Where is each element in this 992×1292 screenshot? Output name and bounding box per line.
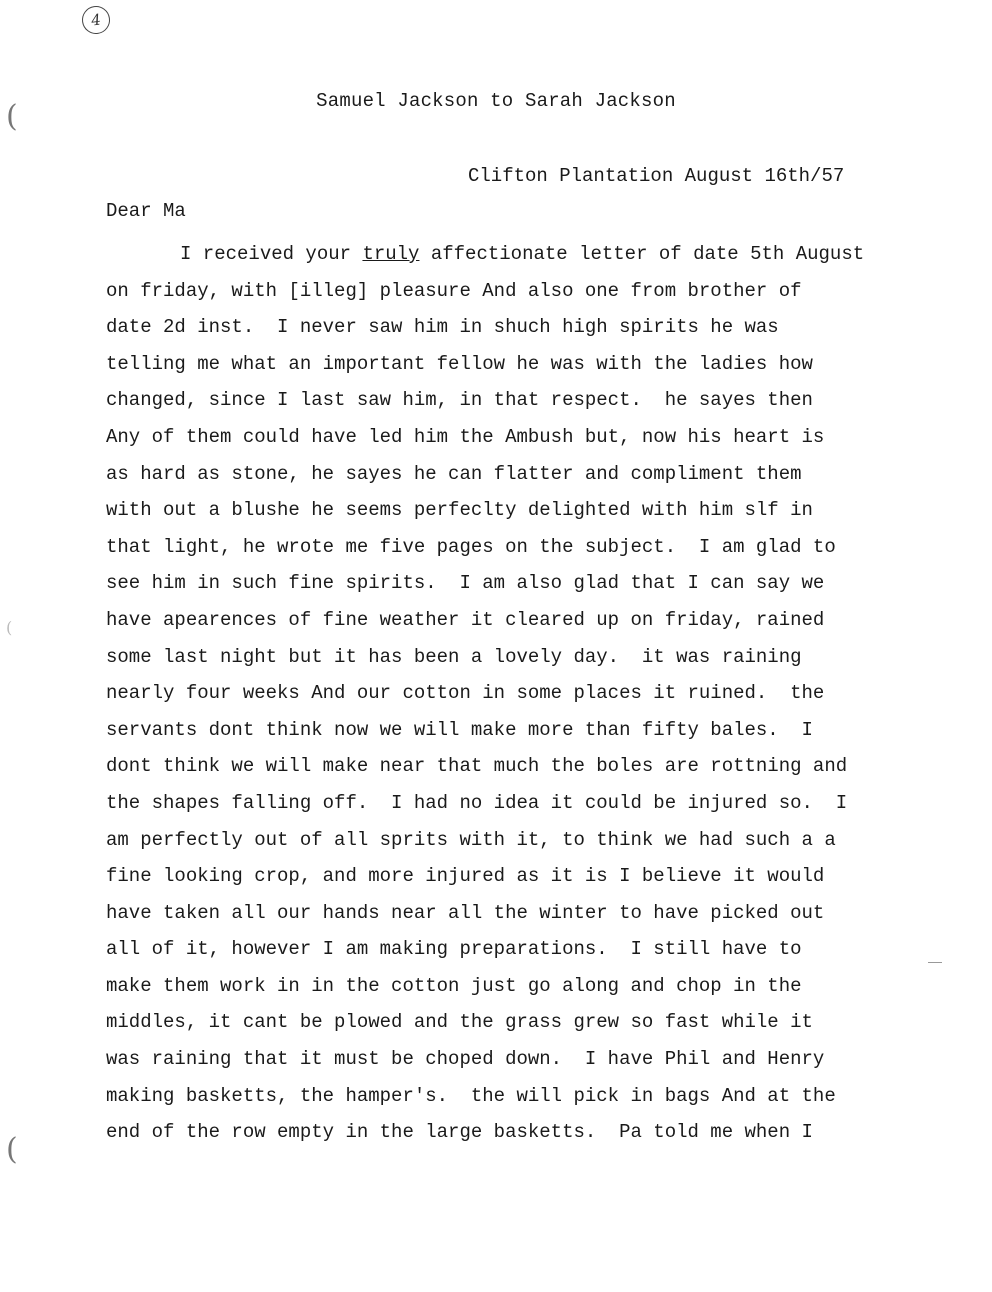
letter-salutation: Dear Ma [106,200,186,222]
body-line: have apearences of fine weather it cleared up on friday, rained [106,608,825,631]
body-line: see him in such fine spirits. I am also glad that I can say we [106,572,825,595]
margin-faint-mark: ( [6,618,13,637]
margin-bracket-mark: ( [6,1132,18,1167]
margin-dash-mark [928,962,942,963]
underlined-word: truly [362,243,420,265]
body-line: all of it, however I am making preparations. I still have to [106,938,802,961]
body-line: fine looking crop, and more injured as it is I believe it would [106,865,825,888]
letter-title: Samuel Jackson to Sarah Jackson [316,90,676,112]
body-line: make them work in in the cotton just go along and chop in the [106,974,802,997]
body-line: end of the row empty in the large basketts. Pa told me when I [106,1121,813,1144]
body-line: with out a blushe he seems perfeclty delighted with him slf in [106,499,813,522]
body-line: as hard as stone, he sayes he can flatter and compliment them [106,462,802,485]
body-line: some last night but it has been a lovely day. it was raining [106,645,802,668]
body-line: Any of them could have led him the Ambush but, now his heart is [106,425,825,448]
body-line: the shapes falling off. I had no idea it could be injured so. I [106,791,848,814]
body-line: am perfectly out of all sprits with it, to think we had such a a [106,828,836,851]
body-line: making basketts, the hamper's. the will pick in bags And at the [106,1084,836,1107]
body-line: date 2d inst. I never saw him in shuch high spirits he was [106,316,779,339]
body-line: have taken all our hands near all the winter to have picked out [106,901,825,924]
page-number-circled: 4 [80,4,112,36]
body-line: on friday, with [illeg] pleasure And also one from brother of [106,279,802,302]
body-line: was raining that it must be choped down. I have Phil and Henry [106,1048,825,1071]
body-text-segment: I received your [180,243,363,265]
body-line: dont think we will make near that much the boles are rottning and [106,755,848,778]
margin-bracket-mark: ( [6,99,18,134]
body-line: that light, he wrote me five pages on the subject. I am glad to [106,535,836,558]
body-line: servants dont think now we will make more than fifty bales. I [106,718,813,741]
body-line: nearly four weeks And our cotton in some places it ruined. the [106,682,825,705]
letter-dateline: Clifton Plantation August 16th/57 [468,165,845,187]
body-line: middles, it cant be plowed and the grass grew so fast while it [106,1011,813,1034]
body-text-segment: affectionate letter of date 5th August [419,243,865,265]
body-line [106,236,906,273]
letter-body [106,236,906,1151]
body-line: telling me what an important fellow he was with the ladies how [106,352,813,375]
body-line: changed, since I last saw him, in that respect. he sayes then [106,389,813,412]
